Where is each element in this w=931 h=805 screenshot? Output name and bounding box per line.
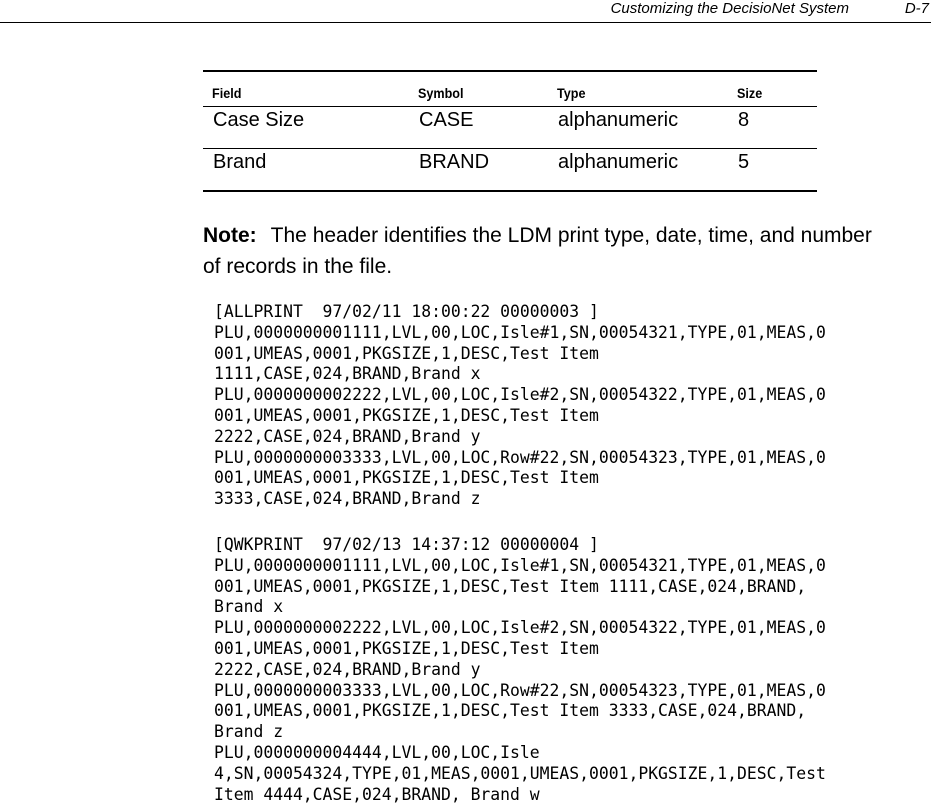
- table-cell: Case Size: [203, 107, 409, 149]
- column-header: Field: [203, 71, 388, 107]
- code-line: PLU,0000000001111,LVL,00,LOC,Isle#1,SN,00054321,TYPE,01,MEAS,0: [214, 322, 826, 342]
- code-line: PLU,0000000001111,LVL,00,LOC,Isle#1,SN,00054321,TYPE,01,MEAS,0: [214, 555, 826, 575]
- field-table: [203, 70, 817, 192]
- header-title: Customizing the DecisioNet System: [610, 0, 849, 17]
- column-header: Type: [548, 71, 710, 107]
- code-line: 3333,CASE,024,BRAND,Brand z: [214, 489, 481, 509]
- column-header: Symbol: [409, 71, 534, 107]
- code-line: Brand x: [214, 597, 284, 617]
- code-block: [214, 535, 826, 805]
- code-line: Item 4444,CASE,024,BRAND, Brand w: [214, 784, 540, 804]
- code-line: 1111,CASE,024,BRAND,Brand x: [214, 364, 481, 384]
- table-row: [203, 149, 817, 192]
- code-line: 001,UMEAS,0001,PKGSIZE,1,DESC,Test Item 1111,CASE,024,BRAND,: [214, 576, 807, 596]
- table-row: [203, 107, 817, 149]
- table-cell: 5: [728, 149, 817, 192]
- code-line: Brand z: [214, 722, 284, 742]
- code-line: 001,UMEAS,0001,PKGSIZE,1,DESC,Test Item 3333,CASE,024,BRAND,: [214, 701, 807, 721]
- code-line: 001,UMEAS,0001,PKGSIZE,1,DESC,Test Item: [214, 638, 599, 658]
- code-line: PLU,0000000003333,LVL,00,LOC,Row#22,SN,00054323,TYPE,01,MEAS,0: [214, 680, 826, 700]
- code-line: 2222,CASE,024,BRAND,Brand y: [214, 426, 481, 446]
- code-line: 001,UMEAS,0001,PKGSIZE,1,DESC,Test Item: [214, 468, 599, 488]
- table-cell: BRAND: [409, 149, 548, 192]
- page-number: D-7: [904, 0, 929, 17]
- running-header: [0, 0, 931, 23]
- code-line: PLU,0000000004444,LVL,00,LOC,Isle: [214, 742, 540, 762]
- code-line: 4,SN,00054324,TYPE,01,MEAS,0001,UMEAS,0001,PKGSIZE,1,DESC,Test: [214, 763, 826, 783]
- note-text: The header identifies the LDM print type, date, time, and number of records in the file.: [203, 224, 872, 278]
- code-line: 001,UMEAS,0001,PKGSIZE,1,DESC,Test Item: [214, 343, 599, 363]
- table-cell: alphanumeric: [548, 107, 728, 149]
- code-block: [214, 302, 826, 510]
- table-cell: alphanumeric: [548, 149, 728, 192]
- table-cell: 8: [728, 107, 817, 149]
- code-line: PLU,0000000003333,LVL,00,LOC,Row#22,SN,00054323,TYPE,01,MEAS,0: [214, 447, 826, 467]
- table-cell: CASE: [409, 107, 548, 149]
- code-line: PLU,0000000002222,LVL,00,LOC,Isle#2,SN,00054322,TYPE,01,MEAS,0: [214, 618, 826, 638]
- code-line: PLU,0000000002222,LVL,00,LOC,Isle#2,SN,00054322,TYPE,01,MEAS,0: [214, 385, 826, 405]
- code-line: [QWKPRINT 97/02/13 14:37:12 00000004 ]: [214, 535, 599, 554]
- note-label: Note:: [203, 224, 257, 247]
- code-line: 001,UMEAS,0001,PKGSIZE,1,DESC,Test Item: [214, 405, 599, 425]
- column-header: Size: [728, 71, 808, 107]
- code-line: [ALLPRINT 97/02/11 18:00:22 00000003 ]: [214, 302, 599, 321]
- code-line: 2222,CASE,024,BRAND,Brand y: [214, 659, 481, 679]
- table-cell: Brand: [203, 149, 409, 192]
- note-paragraph: [203, 220, 893, 282]
- table-header-row: [203, 71, 817, 107]
